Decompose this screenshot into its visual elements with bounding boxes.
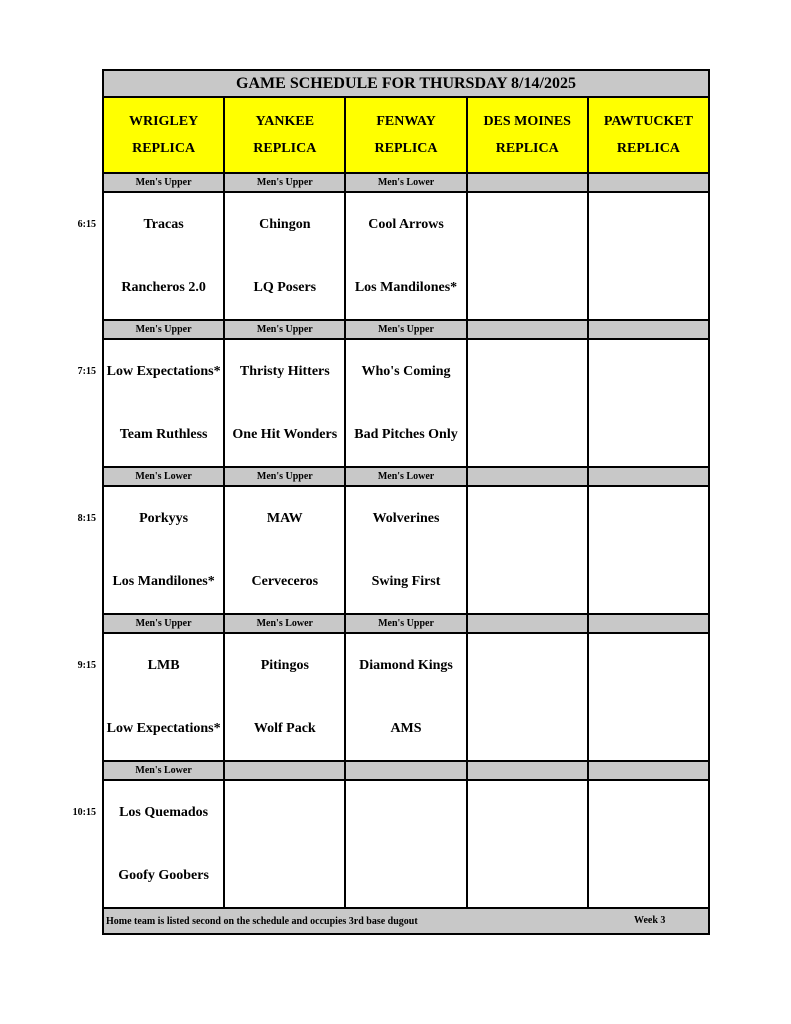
game-schedule-table bbox=[102, 69, 710, 935]
game-cell bbox=[104, 193, 225, 319]
home-team: Goofy Goobers bbox=[118, 868, 209, 883]
home-team: Los Mandilones* bbox=[354, 280, 458, 295]
game-cell bbox=[589, 487, 708, 613]
division-label: Men's Upper bbox=[225, 174, 346, 191]
schedule-body bbox=[104, 174, 708, 909]
home-team bbox=[468, 844, 587, 907]
field-subtitle: REPLICA bbox=[253, 141, 317, 156]
game-cell bbox=[225, 340, 346, 466]
game-cell bbox=[468, 487, 589, 613]
away-team bbox=[589, 487, 708, 550]
field-subtitle: REPLICA bbox=[616, 141, 680, 156]
game-row bbox=[104, 781, 708, 909]
game-cell bbox=[468, 340, 589, 466]
game-cell bbox=[589, 634, 708, 760]
away-team: Wolverines bbox=[372, 511, 440, 526]
game-cell bbox=[104, 634, 225, 760]
away-team bbox=[468, 487, 587, 550]
home-team: Bad Pitches Only bbox=[354, 427, 458, 442]
division-row bbox=[104, 321, 708, 340]
field-header bbox=[589, 98, 708, 172]
away-team: Chingon bbox=[259, 217, 311, 232]
game-cell bbox=[225, 781, 346, 907]
home-team: Swing First bbox=[371, 574, 441, 589]
division-label bbox=[468, 468, 589, 485]
field-name: DES MOINES bbox=[483, 114, 571, 129]
game-cell bbox=[346, 193, 467, 319]
away-team bbox=[468, 781, 587, 844]
field-header bbox=[104, 98, 225, 172]
game-cell bbox=[225, 634, 346, 760]
division-label: Men's Upper bbox=[104, 321, 225, 338]
game-cell bbox=[468, 781, 589, 907]
game-cell bbox=[346, 781, 467, 907]
division-label bbox=[468, 321, 589, 338]
away-team: Thristy Hitters bbox=[239, 364, 330, 379]
division-label: Men's Lower bbox=[346, 468, 467, 485]
home-team: LQ Posers bbox=[253, 280, 317, 295]
division-label: Men's Lower bbox=[225, 615, 346, 632]
game-cell bbox=[468, 193, 589, 319]
home-team: Wolf Pack bbox=[253, 721, 316, 736]
game-row bbox=[104, 634, 708, 762]
field-name: FENWAY bbox=[376, 114, 436, 129]
time-label: 10:15 bbox=[72, 807, 96, 818]
game-row bbox=[104, 487, 708, 615]
time-label: 7:15 bbox=[77, 366, 96, 377]
schedule-title: GAME SCHEDULE FOR THURSDAY 8/14/2025 bbox=[104, 71, 708, 98]
away-team bbox=[589, 193, 708, 256]
division-label: Men's Upper bbox=[104, 174, 225, 191]
away-team bbox=[589, 634, 708, 697]
away-team: LMB bbox=[147, 658, 180, 673]
week-label: Week 3 bbox=[634, 915, 666, 926]
away-team: Diamond Kings bbox=[359, 658, 453, 673]
away-team bbox=[468, 340, 587, 403]
home-team bbox=[468, 550, 587, 613]
division-label: Men's Upper bbox=[225, 321, 346, 338]
division-row bbox=[104, 615, 708, 634]
home-team bbox=[589, 697, 708, 760]
game-cell bbox=[589, 193, 708, 319]
home-team: One Hit Wonders bbox=[232, 427, 338, 442]
division-row bbox=[104, 762, 708, 781]
away-team: MAW bbox=[266, 511, 303, 526]
field-header bbox=[225, 98, 346, 172]
division-row bbox=[104, 468, 708, 487]
field-name: PAWTUCKET bbox=[603, 114, 694, 129]
game-cell bbox=[346, 634, 467, 760]
away-team: Low Expectations* bbox=[106, 364, 221, 379]
field-name: WRIGLEY bbox=[128, 114, 199, 129]
division-label bbox=[346, 762, 467, 779]
division-label bbox=[589, 468, 708, 485]
home-team: Rancheros 2.0 bbox=[121, 280, 206, 295]
away-team bbox=[589, 781, 708, 844]
division-label bbox=[468, 174, 589, 191]
schedule-footer bbox=[104, 909, 708, 933]
home-team bbox=[589, 550, 708, 613]
game-cell bbox=[225, 193, 346, 319]
home-team: Low Expectations* bbox=[106, 721, 221, 736]
away-team: Who's Coming bbox=[361, 364, 451, 379]
division-label: Men's Upper bbox=[104, 615, 225, 632]
division-label: Men's Upper bbox=[225, 468, 346, 485]
field-subtitle: REPLICA bbox=[132, 141, 196, 156]
game-cell bbox=[468, 634, 589, 760]
away-team: Pitingos bbox=[260, 658, 309, 673]
home-team bbox=[589, 844, 708, 907]
division-label: Men's Lower bbox=[104, 762, 225, 779]
field-subtitle: REPLICA bbox=[495, 141, 559, 156]
division-label: Men's Upper bbox=[346, 321, 467, 338]
division-label bbox=[468, 615, 589, 632]
away-team bbox=[346, 781, 465, 844]
footer-note: Home team is listed second on the schedule and occupies 3rd base dugout bbox=[106, 915, 418, 927]
home-team bbox=[589, 403, 708, 466]
away-team bbox=[589, 340, 708, 403]
game-cell bbox=[346, 340, 467, 466]
time-label: 9:15 bbox=[77, 660, 96, 671]
game-row bbox=[104, 340, 708, 468]
game-cell bbox=[104, 340, 225, 466]
away-team: Los Quemados bbox=[119, 805, 209, 820]
field-header bbox=[468, 98, 589, 172]
game-cell bbox=[104, 487, 225, 613]
game-row bbox=[104, 193, 708, 321]
field-name: YANKEE bbox=[255, 114, 315, 129]
division-label bbox=[225, 762, 346, 779]
away-team bbox=[468, 634, 587, 697]
home-team bbox=[225, 844, 344, 907]
division-label bbox=[589, 321, 708, 338]
home-team bbox=[468, 697, 587, 760]
home-team bbox=[468, 403, 587, 466]
game-cell bbox=[225, 487, 346, 613]
field-header-row bbox=[104, 98, 708, 174]
game-cell bbox=[589, 340, 708, 466]
home-team bbox=[589, 256, 708, 319]
game-cell bbox=[346, 487, 467, 613]
division-row bbox=[104, 174, 708, 193]
away-team bbox=[468, 193, 587, 256]
division-label: Men's Upper bbox=[346, 615, 467, 632]
division-label bbox=[468, 762, 589, 779]
away-team: Cool Arrows bbox=[368, 217, 444, 232]
division-label: Men's Lower bbox=[104, 468, 225, 485]
home-team: AMS bbox=[390, 721, 422, 736]
time-label: 8:15 bbox=[77, 513, 96, 524]
division-label bbox=[589, 762, 708, 779]
home-team bbox=[346, 844, 465, 907]
game-cell bbox=[104, 781, 225, 907]
game-cell bbox=[589, 781, 708, 907]
field-header bbox=[346, 98, 467, 172]
home-team: Team Ruthless bbox=[119, 427, 208, 442]
home-team: Los Mandilones* bbox=[112, 574, 215, 589]
home-team: Cerveceros bbox=[251, 574, 319, 589]
division-label bbox=[589, 174, 708, 191]
home-team bbox=[468, 256, 587, 319]
away-team: Tracas bbox=[143, 217, 184, 232]
division-label: Men's Lower bbox=[346, 174, 467, 191]
away-team bbox=[225, 781, 344, 844]
field-subtitle: REPLICA bbox=[374, 141, 438, 156]
time-label: 6:15 bbox=[77, 219, 96, 230]
division-label bbox=[589, 615, 708, 632]
away-team: Porkyys bbox=[139, 511, 189, 526]
